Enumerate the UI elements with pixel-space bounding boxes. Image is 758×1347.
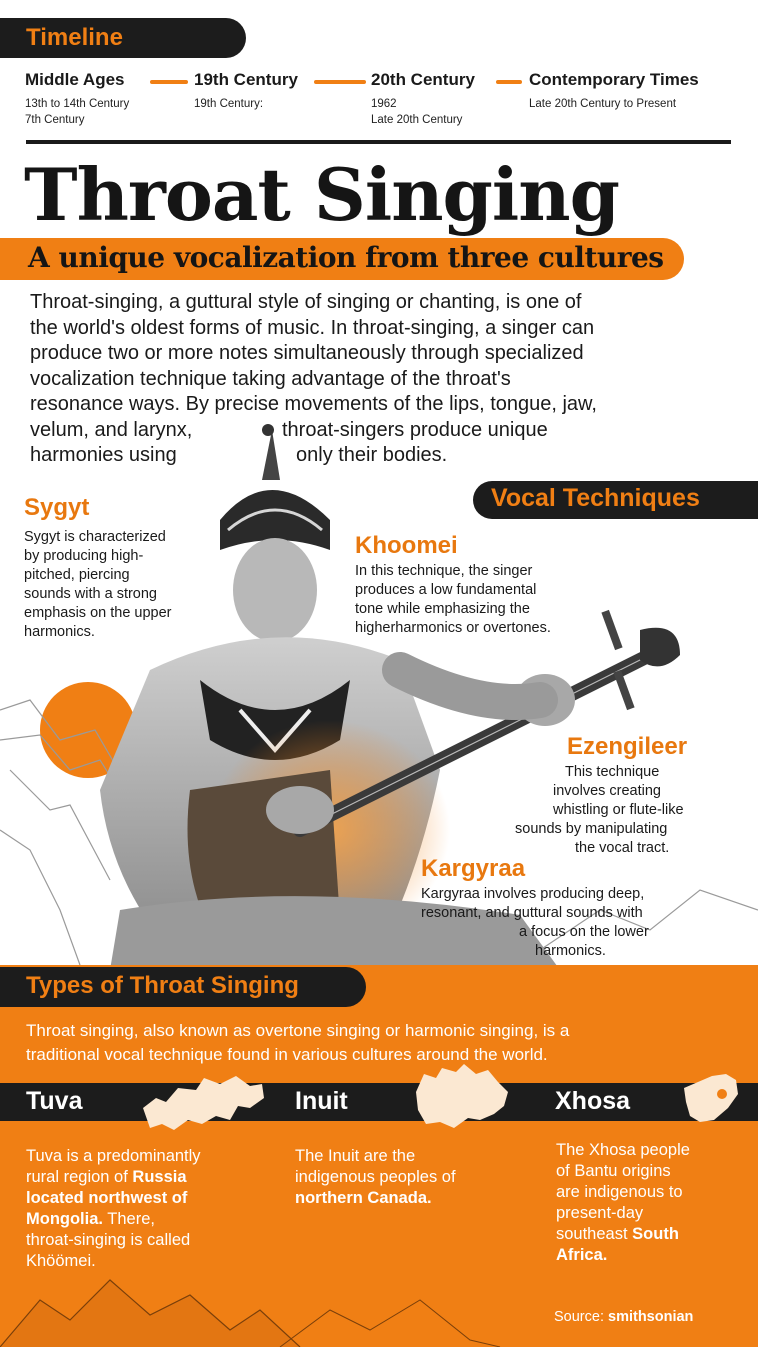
technique-description [355,562,551,638]
region-description-inuit [295,1146,456,1209]
region-line [556,1224,690,1245]
timeline-era-title: Middle Ages [25,70,125,89]
intro-line [30,418,730,444]
technique-line: the vocal tract. [575,840,670,856]
face-shape [233,538,317,642]
technique-description [24,528,172,642]
region-line: Khöömei. [26,1252,96,1270]
intro-fragment: harmonies using [30,444,177,466]
technique-line: tone while emphasizing the [355,601,530,617]
technique-kargyraa [421,855,649,961]
region-description-xhosa [556,1140,690,1266]
technique-line: pitched, piercing [24,567,130,583]
technique-description [421,885,649,961]
region-line: The Xhosa people [556,1141,690,1159]
hand-shape [266,786,334,834]
region-line [26,1209,201,1230]
region-line: are indigenous to [556,1183,683,1201]
timeline-connector [150,80,188,84]
region-fragment: rural region of [26,1168,128,1186]
page-title: Throat Singing [24,152,619,237]
timeline-era-title: Contemporary Times [529,70,699,89]
intro-line: Throat-singing, a guttural style of singing or chanting, is one of [30,291,582,313]
region-fragment-bold: northern Canada. [295,1189,432,1207]
region-fragment: There, [107,1210,155,1228]
region-line [26,1188,201,1209]
region-description-tuva [26,1146,201,1272]
timeline-era-contemporary [529,70,699,112]
region-name-tuva: Tuva [26,1087,83,1115]
canada-map-icon [410,1062,514,1138]
region-fragment-bold: located northwest of [26,1189,188,1207]
technique-line: In this technique, the singer [355,563,533,579]
intro-line: produce two or more notes simultaneously through specialized [30,342,584,364]
intro-paragraph [30,290,730,469]
region-fragment-bold: Africa. [556,1246,608,1264]
region-line: throat-singing is called [26,1231,191,1249]
region-line [556,1245,690,1266]
intro-line: vocalization technique taking advantage of the throat's [30,367,511,390]
technique-sygyt [24,494,172,642]
technique-line: Sygyt is characterized [24,529,166,545]
technique-line: sounds with a strong [24,586,157,602]
technique-line: higherharmonics or overtones. [355,620,551,636]
intro-line [30,443,730,469]
technique-line: sounds by manipulating [515,821,668,837]
timeline-era-line: 19th Century: [194,98,264,110]
timeline-era-20th-century [371,70,475,128]
intro-fragment: throat-singers produce unique [282,418,548,441]
timeline-era-title: 20th Century [371,70,475,89]
regions-header-bar [0,1083,758,1121]
technique-description [515,763,735,858]
technique-line: produces a low fundamental [355,582,537,598]
types-intro-line: Throat singing, also known as overtone singing or harmonic singing, is a [26,1021,570,1040]
technique-title: Khoomei [355,532,458,559]
intro-fragment: velum, and larynx, [30,418,193,441]
technique-line: by producing high- [24,548,144,564]
intro-line: the world's oldest forms of music. In throat-singing, a singer can [30,316,595,339]
source-label: Source: [554,1309,604,1325]
region-line: Tuva is a predominantly [26,1147,201,1165]
subtitle-banner [0,238,684,280]
timeline-connector [314,80,366,84]
intro-line: resonance ways. By precise movements of the lips, tongue, jaw, [30,393,597,415]
bottom-mountain-sketch [0,1270,520,1347]
timeline-era-19th-century [194,70,298,112]
technique-line: emphasis on the upper [24,605,172,621]
vocal-techniques-badge [473,481,758,519]
technique-line: resonant, and guttural sounds with [421,905,643,921]
region-line: indigenous peoples of [295,1168,456,1186]
timeline-era-middle-ages [25,70,129,128]
region-fragment-bold: Mongolia. [26,1210,103,1228]
timeline-era-line: 13th to 14th Century [25,98,130,110]
technique-title: Ezengileer [567,733,688,760]
timeline-connector [496,80,522,84]
source-credit [554,1309,693,1325]
timeline-badge-label: Timeline [26,24,123,51]
russia-map-icon [138,1068,268,1140]
technique-line: harmonics. [24,624,95,640]
region-line: of Bantu origins [556,1162,671,1180]
region-fragment-bold: South [632,1225,679,1243]
technique-khoomei [355,532,551,638]
technique-line: involves creating [553,783,661,799]
types-intro [26,1019,736,1067]
region-line [26,1167,201,1188]
timeline-era-line: Late 20th Century [371,114,463,126]
region-fragment: southeast [556,1225,628,1243]
region-line [295,1188,456,1209]
region-name-inuit: Inuit [295,1087,348,1115]
types-badge-label: Types of Throat Singing [26,972,299,999]
region-fragment-bold: Russia [132,1168,187,1186]
vocal-techniques-label: Vocal Techniques [491,484,700,512]
timeline-badge [0,18,246,58]
types-intro-line: traditional vocal technique found in various cultures around the world. [26,1045,548,1064]
region-line: The Inuit are the [295,1147,416,1165]
technique-line: whistling or flute-like [553,802,684,818]
intro-fragment: only their bodies. [296,444,448,466]
timeline-era-line: 7th Century [25,114,85,126]
source-value: smithsonian [608,1309,694,1325]
page-subtitle: A unique vocalization from three cultures [28,241,664,274]
technique-line: This technique [565,764,660,780]
technique-line: harmonics. [535,943,606,959]
technique-ezengileer [515,733,735,858]
region-name-xhosa: Xhosa [555,1087,631,1115]
technique-title: Sygyt [24,494,90,521]
types-badge [0,967,366,1007]
timeline-era-line: 1962 [371,98,397,110]
technique-line: a focus on the lower [519,924,649,940]
timeline-era-title: 19th Century [194,70,298,89]
region-line: present-day [556,1204,644,1222]
south-africa-map-icon [678,1072,742,1126]
section-divider [26,140,731,144]
technique-title: Kargyraa [421,855,526,882]
timeline-era-line: Late 20th Century to Present [529,98,677,110]
technique-line: Kargyraa involves producing deep, [421,886,645,902]
